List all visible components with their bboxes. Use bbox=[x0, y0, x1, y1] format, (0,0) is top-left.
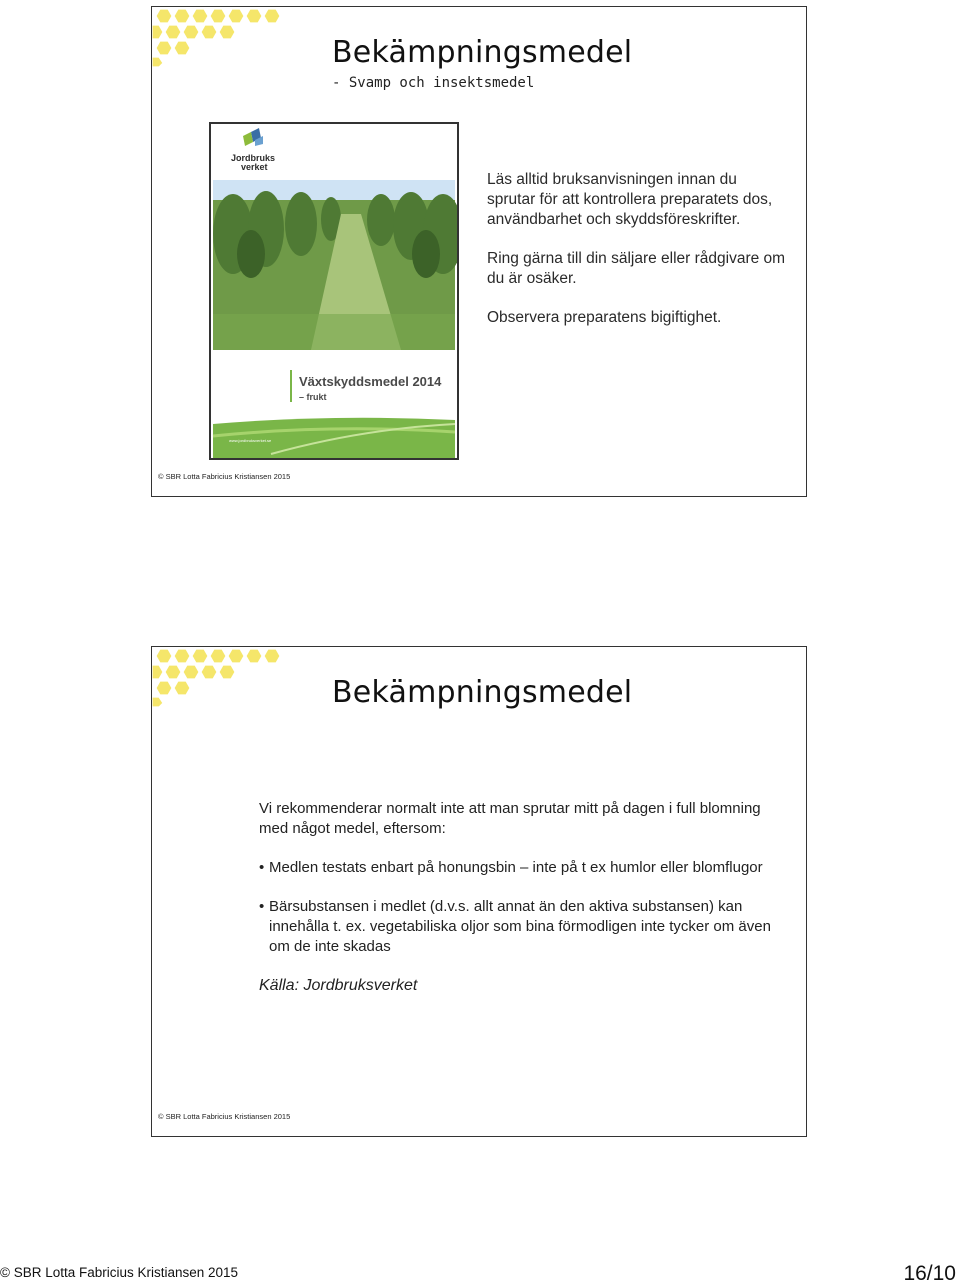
intro-paragraph: Vi rekommenderar normalt inte att man sprutar mitt på dagen i full blomning med något medel, eftersom: bbox=[259, 800, 761, 837]
brochure-cover-image bbox=[209, 122, 459, 460]
slide-2 bbox=[151, 646, 807, 1137]
slide-footer: © SBR Lotta Fabricius Kristiansen 2015 bbox=[158, 1112, 291, 1121]
paragraph: Läs alltid bruksanvisningen innan du sprutar för att kontrollera preparatets dos, användbarhet och skyddsföreskrifter. bbox=[487, 171, 773, 228]
bullet-text: Bärsubstansen i medlet (d.v.s. allt annat än den aktiva substansen) kan innehålla t. ex. vegetabiliska oljor som bina förmodligen inte tycker om även om de inte skadas bbox=[269, 898, 771, 955]
cover-subtitle: – frukt bbox=[299, 392, 327, 402]
slide-1 bbox=[151, 6, 807, 497]
cover-url: www.jordbruksverket.se bbox=[229, 438, 272, 443]
bullet-icon: • bbox=[259, 859, 265, 876]
slide-title: Bekämpningsmedel bbox=[332, 675, 633, 710]
bullet-icon: • bbox=[259, 898, 265, 915]
slide-subtitle: - Svamp och insektsmedel bbox=[332, 75, 535, 91]
honeycomb-decoration bbox=[152, 7, 292, 67]
slide-footer: © SBR Lotta Fabricius Kristiansen 2015 bbox=[158, 472, 291, 481]
bullet-text: Medlen testats enbart på honungsbin – inte på t ex humlor eller blomflugor bbox=[269, 859, 763, 876]
slide-body bbox=[259, 799, 779, 996]
paragraph: Observera preparatens bigiftighet. bbox=[487, 309, 722, 326]
bullet-item bbox=[259, 897, 779, 957]
brochure-illustration bbox=[211, 124, 457, 458]
jordbruksverket-logo-icon bbox=[243, 128, 263, 146]
page-footer: © SBR Lotta Fabricius Kristiansen 2015 bbox=[0, 1265, 239, 1280]
cover-title: Växtskyddsmedel 2014 bbox=[299, 374, 442, 389]
logo-text-line2: verket bbox=[241, 162, 268, 172]
bullet-item bbox=[259, 858, 779, 878]
slide-body bbox=[487, 170, 787, 347]
paragraph: Ring gärna till din säljare eller rådgivare om du är osäker. bbox=[487, 250, 786, 287]
page-number: 16/10 bbox=[903, 1262, 956, 1285]
slide-title: Bekämpningsmedel bbox=[332, 35, 633, 70]
logo-text-line1: Jordbruks bbox=[231, 153, 276, 163]
source-citation: Källa: Jordbruksverket bbox=[259, 977, 418, 994]
honeycomb-decoration bbox=[152, 647, 292, 707]
